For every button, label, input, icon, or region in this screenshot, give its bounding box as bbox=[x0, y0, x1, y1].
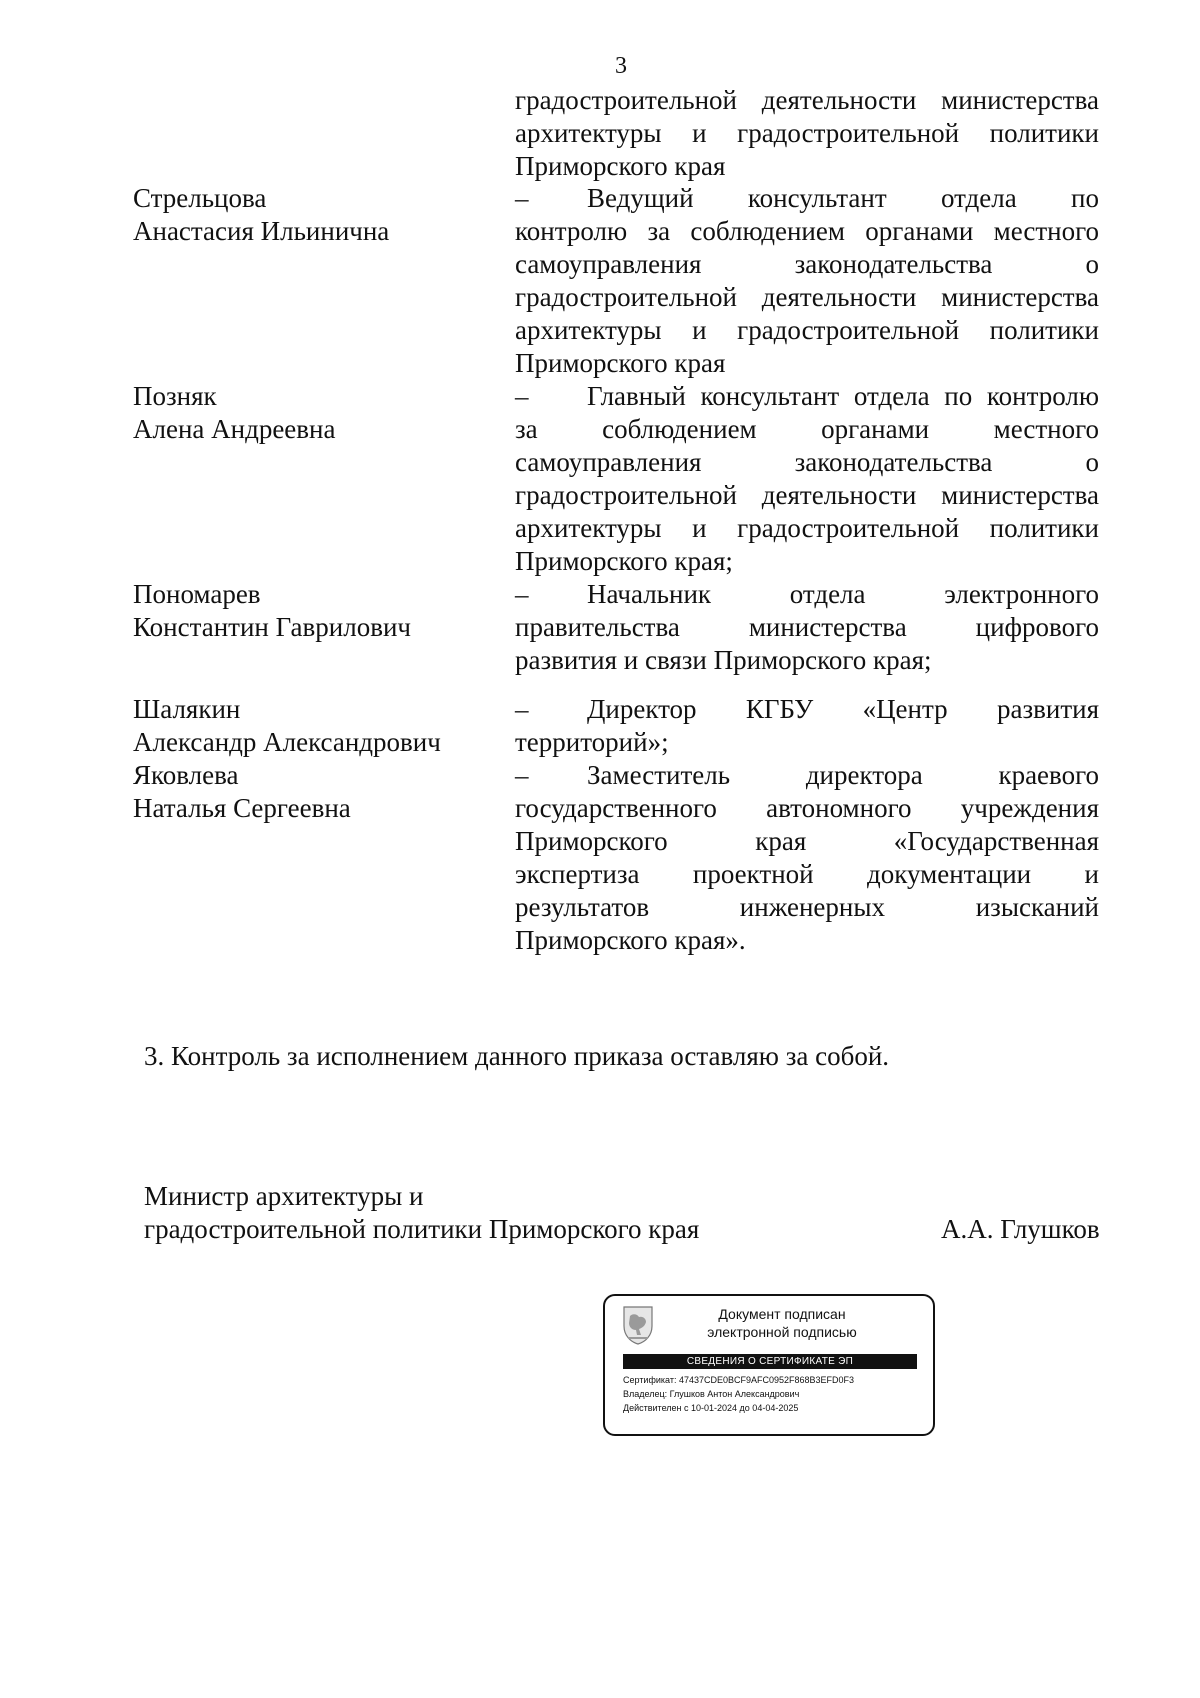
member-given-names: Александр Александрович bbox=[133, 727, 441, 757]
clause-3: 3. Контроль за исполнением данного приказа оставляю за собой. bbox=[144, 1041, 890, 1071]
stamp-title-line: электронной подписью bbox=[707, 1324, 857, 1340]
position-line: градостроительной деятельности министерства bbox=[515, 85, 1099, 115]
stamp-certificate-bar: СВЕДЕНИЯ О СЕРТИФИКАТЕ ЭП bbox=[623, 1354, 917, 1369]
position-line bbox=[515, 380, 1099, 412]
position-line: самоуправления законодательства о bbox=[515, 249, 1099, 279]
position-line: Приморского края bbox=[515, 151, 726, 181]
stamp-owner: Владелец: Глушков Антон Александрович bbox=[623, 1389, 800, 1399]
dash: – bbox=[515, 579, 529, 609]
stamp-validity: Действителен с 10-01-2024 до 04-04-2025 bbox=[623, 1403, 799, 1413]
stamp-certificate: Сертификат: 47437CDE0BCF9AFC0952F868B3EFD0F3 bbox=[623, 1375, 855, 1385]
position-line: Приморского края; bbox=[515, 546, 733, 576]
position-line-text: Главный консультант отдела по контролю bbox=[587, 381, 1099, 411]
position-line: архитектуры и градостроительной политики bbox=[515, 315, 1099, 345]
member-surname: Пономарев bbox=[133, 579, 261, 609]
position-line-text: Начальник отдела электронного bbox=[587, 579, 1099, 609]
signatory-name: А.А. Глушков bbox=[941, 1214, 1100, 1244]
dash: – bbox=[515, 760, 529, 790]
dash: – bbox=[515, 381, 529, 411]
position-line: контролю за соблюдением органами местного bbox=[515, 216, 1099, 246]
position-line-text: Ведущий консультант отдела по bbox=[587, 183, 1099, 213]
stamp-title bbox=[667, 1305, 897, 1341]
dash: – bbox=[515, 694, 529, 724]
page-number: 3 bbox=[615, 53, 627, 79]
member-given-names: Алена Андреевна bbox=[133, 414, 336, 444]
position-line bbox=[515, 578, 1099, 610]
member-surname: Стрельцова bbox=[133, 183, 267, 213]
position-line: экспертиза проектной документации и bbox=[515, 859, 1099, 889]
position-line bbox=[515, 182, 1099, 214]
position-line bbox=[515, 693, 1099, 725]
position-line: Приморского края bbox=[515, 348, 726, 378]
dash: – bbox=[515, 183, 529, 213]
member-given-names: Константин Гаврилович bbox=[133, 612, 411, 642]
member-given-names: Наталья Сергеевна bbox=[133, 793, 351, 823]
position-line bbox=[515, 759, 1099, 791]
position-line: архитектуры и градостроительной политики bbox=[515, 118, 1099, 148]
position-line: государственного автономного учреждения bbox=[515, 793, 1099, 823]
member-surname: Яковлева bbox=[133, 760, 239, 790]
position-line: Приморского края «Государственная bbox=[515, 826, 1099, 856]
position-line-text: Заместитель директора краевого bbox=[587, 760, 1099, 790]
position-line: развития и связи Приморского края; bbox=[515, 645, 932, 675]
position-line: градостроительной деятельности министерства bbox=[515, 282, 1099, 312]
coat-of-arms-icon bbox=[621, 1304, 655, 1346]
position-line: территорий»; bbox=[515, 727, 669, 757]
position-line: за соблюдением органами местного bbox=[515, 414, 1099, 444]
signatory-title-line: градостроительной политики Приморского края bbox=[144, 1214, 700, 1244]
member-surname: Шалякин bbox=[133, 694, 241, 724]
member-surname: Позняк bbox=[133, 381, 217, 411]
position-line: архитектуры и градостроительной политики bbox=[515, 513, 1099, 543]
position-line: градостроительной деятельности министерства bbox=[515, 480, 1099, 510]
position-line: результатов инженерных изысканий bbox=[515, 892, 1099, 922]
position-line: Приморского края». bbox=[515, 925, 746, 955]
position-line: самоуправления законодательства о bbox=[515, 447, 1099, 477]
electronic-signature-stamp bbox=[603, 1294, 935, 1436]
position-line: правительства министерства цифрового bbox=[515, 612, 1099, 642]
member-given-names: Анастасия Ильинична bbox=[133, 216, 390, 246]
position-line-text: Директор КГБУ «Центр развития bbox=[587, 694, 1099, 724]
stamp-title-line: Документ подписан bbox=[718, 1306, 846, 1322]
signatory-title-line: Министр архитектуры и bbox=[144, 1181, 424, 1211]
